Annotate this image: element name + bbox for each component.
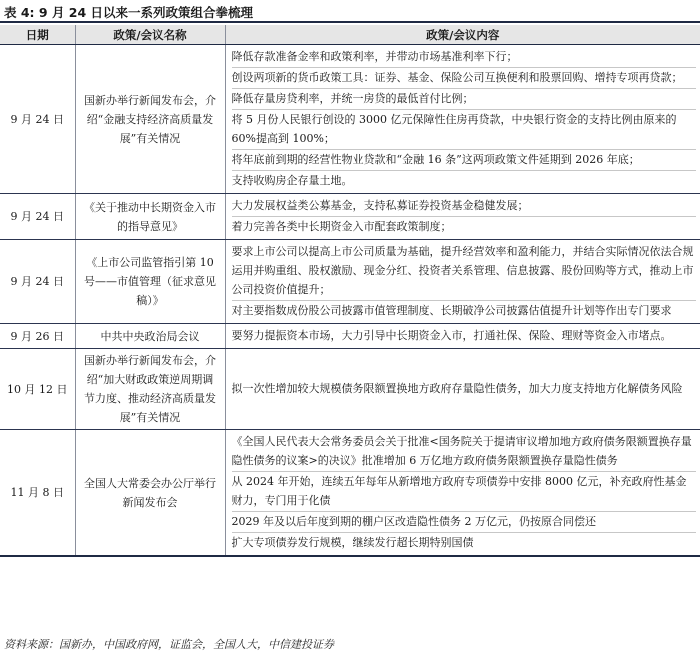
content-line: 扩大专项债券发行规模，继续发行超长期特别国债 <box>231 536 474 549</box>
row-policy-content <box>225 45 700 194</box>
header-name: 政策/会议名称 <box>75 25 225 45</box>
row-date: 9 月 24 日 <box>0 240 75 324</box>
content-line: 降低存量房贷利率，并统一房贷的最低首付比例； <box>232 89 697 110</box>
row-date: 11 月 8 日 <box>0 430 75 557</box>
content-line: 《全国人民代表大会常务委员会关于批准<国务院关于提请审议增加地方政府债务限额置换存量隐性债务的议案>的决议》批准增加 6 万亿地方政府债务限额置换存量隐性债务 <box>232 432 697 472</box>
row-policy-content <box>225 324 700 349</box>
row-policy-name: 《关于推动中长期资金入市的指导意见》 <box>75 194 225 240</box>
row-policy-name: 中共中央政治局会议 <box>75 324 225 349</box>
content-line: 支持收购房企存量土地。 <box>231 174 353 187</box>
row-policy-content <box>225 240 700 324</box>
table-row <box>0 430 700 557</box>
table-row <box>0 45 700 194</box>
content-line: 大力发展权益类公募基金，支持私募证券投资基金稳健发展； <box>232 196 697 217</box>
title-rule <box>0 21 700 23</box>
table-row <box>0 194 700 240</box>
row-policy-name: 《上市公司监管指引第 10 号——市值管理（征求意见稿）》 <box>75 240 225 324</box>
content-line: 要求上市公司以提高上市公司质量为基础，提升经营效率和盈利能力，并结合实际情况依法合规运用并购重组、股权激励、现金分红、投资者关系管理、信息披露、股份回购等方式，推动上市公司投资价值提升； <box>232 242 697 301</box>
table-body <box>0 45 700 557</box>
content-line: 对主要指数成份股公司披露市值管理制度、长期破净公司披露估值提升计划等作出专门要求 <box>231 304 672 317</box>
content-line: 将年底前到期的经营性物业贷款和“金融 16 条”这两项政策文件延期到 2026 年底； <box>232 150 697 171</box>
row-policy-content <box>225 194 700 240</box>
table-title: 表 4: 9 月 24 日以来一系列政策组合拳梳理 <box>4 5 254 20</box>
content-line: 从 2024 年开始，连续五年每年从新增地方政府专项债券中安排 8000 亿元，补充政府性基金财力，专门用于化债 <box>232 472 697 512</box>
table-row <box>0 349 700 430</box>
row-date: 9 月 24 日 <box>0 45 75 194</box>
source-note: 资料来源：国新办，中国政府网，证监会，全国人大，中信建投证券 <box>4 638 334 651</box>
table-row <box>0 324 700 349</box>
content-line: 2029 年及以后年度到期的棚户区改造隐性债务 2 万亿元，仍按原合同偿还 <box>232 512 697 533</box>
policy-table <box>0 25 700 557</box>
table-row <box>0 240 700 324</box>
header-date: 日期 <box>0 25 75 45</box>
content-line: 拟一次性增加较大规模债务限额置换地方政府存量隐性债务，加大力度支持地方化解债务风险 <box>231 382 683 395</box>
row-policy-name: 国新办举行新闻发布会，介绍“加大财政政策逆周期调节力度、推动经济高质量发展”有关情况 <box>75 349 225 430</box>
header-content: 政策/会议内容 <box>225 25 700 45</box>
content-line: 创设两项新的货币政策工具：证券、基金、保险公司互换便利和股票回购、增持专项再贷款； <box>232 68 697 89</box>
row-policy-name: 全国人大常委会办公厅举行新闻发布会 <box>75 430 225 557</box>
content-line: 要努力提振资本市场，大力引导中长期资金入市，打通社保、保险、理财等资金入市堵点。 <box>231 329 672 342</box>
content-line: 降低存款准备金率和政策利率，并带动市场基准利率下行； <box>232 47 697 68</box>
row-policy-content <box>225 430 700 557</box>
row-policy-name: 国新办举行新闻发布会，介绍“金融支持经济高质量发展”有关情况 <box>75 45 225 194</box>
content-line: 将 5 月份人民银行创设的 3000 亿元保障性住房再贷款，中央银行资金的支持比例由原来的 60%提高到 100%； <box>232 110 697 150</box>
row-date: 10 月 12 日 <box>0 349 75 430</box>
table-header-row <box>0 25 700 45</box>
row-date: 9 月 26 日 <box>0 324 75 349</box>
row-date: 9 月 24 日 <box>0 194 75 240</box>
row-policy-content <box>225 349 700 430</box>
content-line: 着力完善各类中长期资金入市配套政策制度； <box>231 220 452 233</box>
